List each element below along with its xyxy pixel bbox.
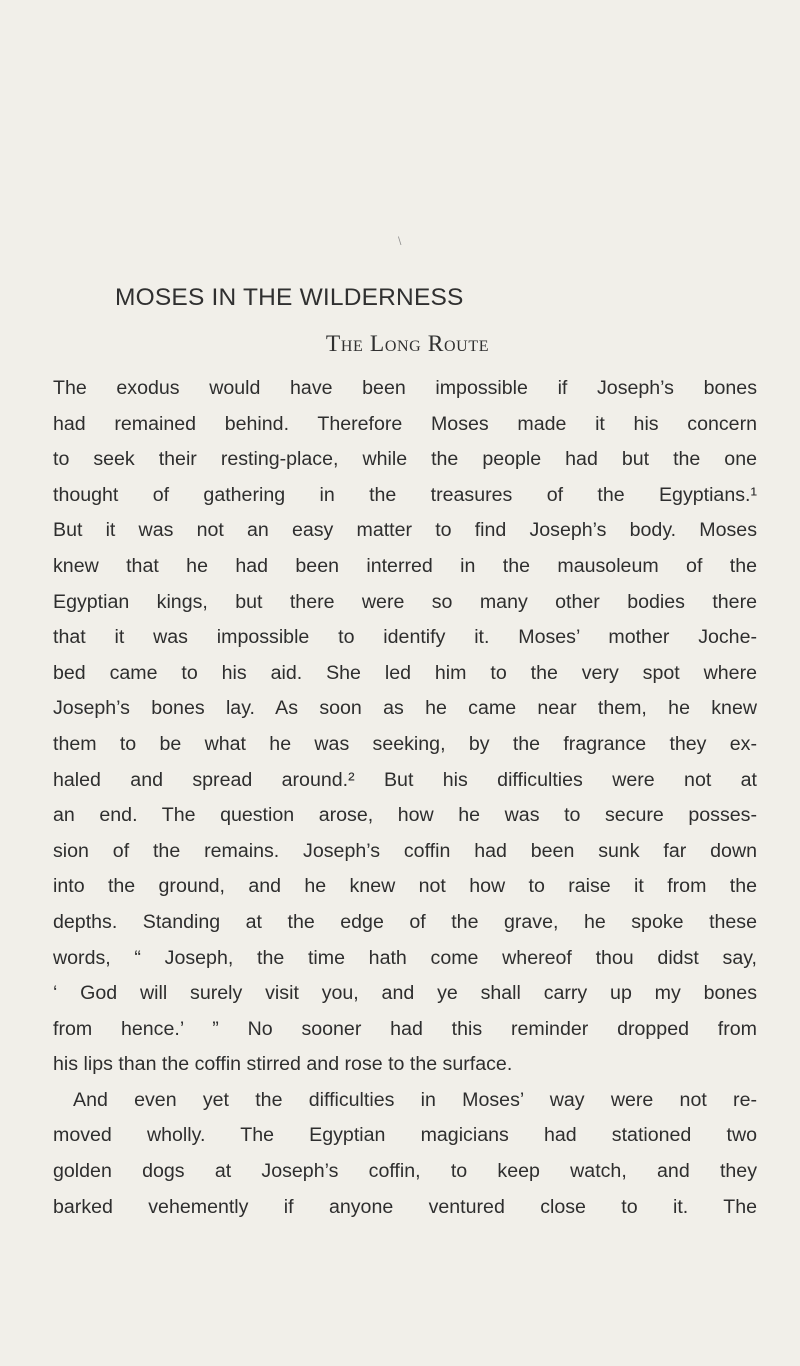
text-line: Egyptian kings, but there were so many other bodies there xyxy=(53,590,757,613)
text-line: bed came to his aid. She led him to the very spot where xyxy=(53,661,757,684)
section-title: The Long Route xyxy=(325,331,490,357)
text-line: an end. The question arose, how he was to secure posses- xyxy=(53,804,757,827)
text-line: thought of gathering in the treasures of the Egyptians.¹ xyxy=(53,483,757,506)
text-line: ‘ God will surely visit you, and ye shall carry up my bones xyxy=(53,982,757,1005)
text-line: knew that he had been interred in the mausoleum of the xyxy=(53,554,757,577)
text-line: golden dogs at Joseph’s coffin, to keep watch, and they xyxy=(53,1160,757,1183)
text-line: sion of the remains. Joseph’s coffin had been sunk far down xyxy=(53,839,757,862)
text-line: Joseph’s bones lay. As soon as he came near them, he knew xyxy=(53,697,757,720)
text-line: And even yet the difficulties in Moses’ way were not re- xyxy=(73,1088,757,1111)
text-line: to seek their resting-place, while the people had but the one xyxy=(53,448,757,471)
text-line: barked vehemently if anyone ventured close to it. The xyxy=(53,1195,757,1218)
text-line: from hence.’ ” No sooner had this reminder dropped from xyxy=(53,1017,757,1040)
text-line: had remained behind. Therefore Moses made it his concern xyxy=(53,412,757,435)
text-line: them to be what he was seeking, by the fragrance they ex- xyxy=(53,732,757,755)
text-line: into the ground, and he knew not how to raise it from the xyxy=(53,875,757,898)
text-line: moved wholly. The Egyptian magicians had stationed two xyxy=(53,1124,757,1147)
text-line: haled and spread around.² But his difficulties were not at xyxy=(53,768,757,791)
text-line: his lips than the coffin stirred and rose to the surface. xyxy=(53,1053,513,1076)
text-line: depths. Standing at the edge of the grave, he spoke these xyxy=(53,910,757,933)
page-mark: \ xyxy=(398,236,402,247)
text-line: that it was impossible to identify it. Moses’ mother Joche- xyxy=(53,626,757,649)
body-text xyxy=(53,371,757,1225)
chapter-title: MOSES IN THE WILDERNESS xyxy=(115,284,464,311)
text-line: But it was not an easy matter to find Joseph’s body. Moses xyxy=(53,519,757,542)
text-line: The exodus would have been impossible if Joseph’s bones xyxy=(53,377,757,399)
text-line: words, “ Joseph, the time hath come whereof thou didst say, xyxy=(53,946,757,969)
